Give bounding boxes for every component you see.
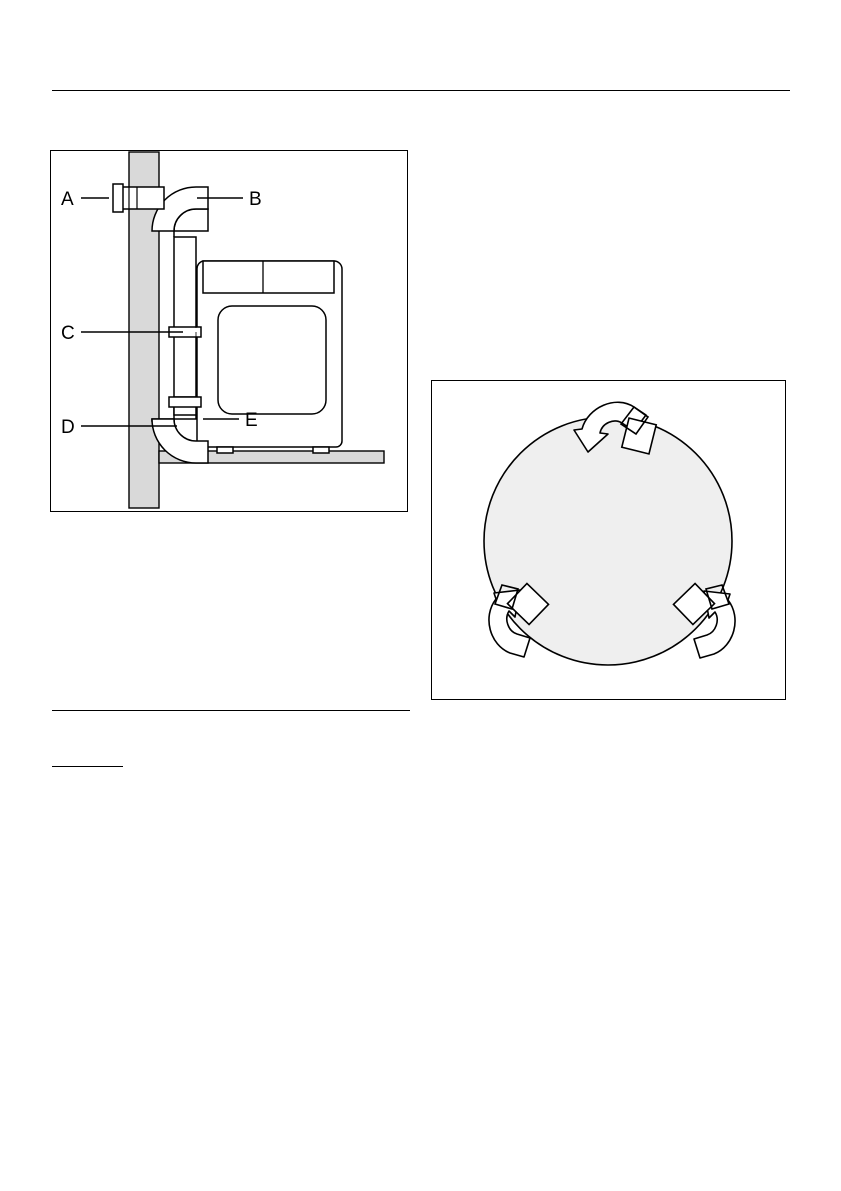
recycle-circle [484,417,732,665]
vent-installation-figure [50,150,408,512]
header-rule [52,90,790,91]
callout-label-d: D [61,417,75,438]
callout-label-b: B [249,189,262,210]
callout-label-c: C [61,323,75,344]
callout-label-a: A [61,189,74,210]
subsection-rule [52,766,123,767]
section-rule [52,710,410,711]
dryer-appliance [197,261,342,453]
recycling-symbol-figure [431,380,786,700]
callout-label-e: E [245,410,258,431]
vent-duct [113,184,208,463]
